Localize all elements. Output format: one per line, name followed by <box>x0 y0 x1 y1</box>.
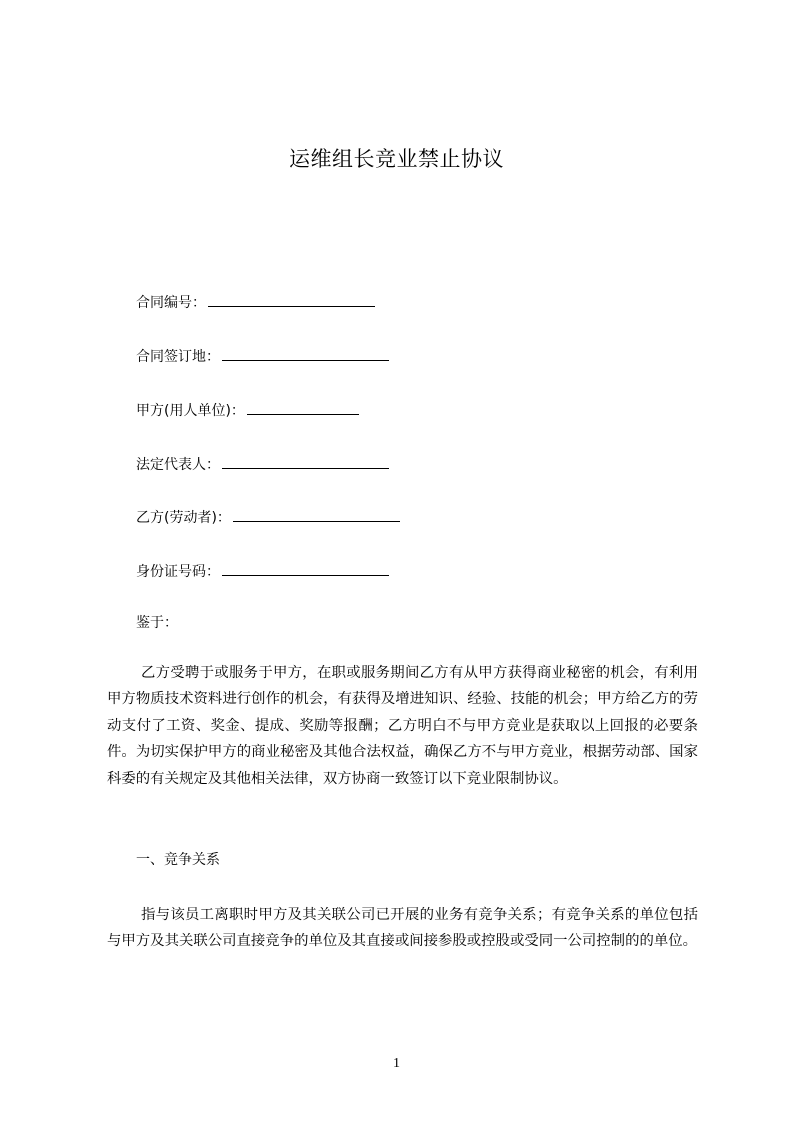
whereas-label: 鉴于： <box>136 615 178 631</box>
legal-rep-blank <box>222 454 389 469</box>
id-number-field <box>136 561 389 581</box>
party-b-label: 乙方(劳动者)： <box>136 510 231 526</box>
contract-number-blank <box>208 292 375 307</box>
section-1-heading: 一、竞争关系 <box>136 852 220 868</box>
id-number-label: 身份证号码： <box>136 564 220 580</box>
party-a-label: 甲方(用人单位)： <box>136 403 245 419</box>
signing-place-label: 合同签订地： <box>136 349 220 365</box>
document-title: 运维组长竞业禁止协议 <box>289 147 504 171</box>
id-number-blank <box>222 561 389 576</box>
signing-place-blank <box>222 346 389 361</box>
contract-number-field <box>136 292 375 312</box>
page-number: 1 <box>393 1056 400 1071</box>
contract-number-label: 合同编号： <box>136 295 206 311</box>
legal-rep-label: 法定代表人： <box>136 457 220 473</box>
party-a-blank <box>247 400 359 415</box>
whereas-paragraph: 乙方受聘于或服务于甲方，在职或服务期间乙方有从甲方获得商业秘密的机会，有利用甲方物质技术资料进行创作的机会，有获得及增进知识、经验、技能的机会；甲方给乙方的劳动支付了工资、奖金、提成、奖励等报酬；乙方明白不与甲方竞业是获取以上回报的必要条件。为切实保护甲方的商业秘密及其他合法权益，确保乙方不与甲方竞业，根据劳动部、国家科委的有关规定及其他相关法律，双方协商一致签订以下竞业限制协议。 <box>107 665 698 787</box>
party-b-blank <box>233 507 400 522</box>
party-b-field <box>136 507 400 527</box>
signing-place-field <box>136 346 389 366</box>
section-1-paragraph: 指与该员工离职时甲方及其关联公司已开展的业务有竞争关系；有竞争关系的单位包括与甲方及其关联公司直接竞争的单位及其直接或间接参股或控股或受同一公司控制的的单位。 <box>107 907 698 950</box>
legal-rep-field <box>136 454 389 474</box>
party-a-field <box>136 400 359 420</box>
